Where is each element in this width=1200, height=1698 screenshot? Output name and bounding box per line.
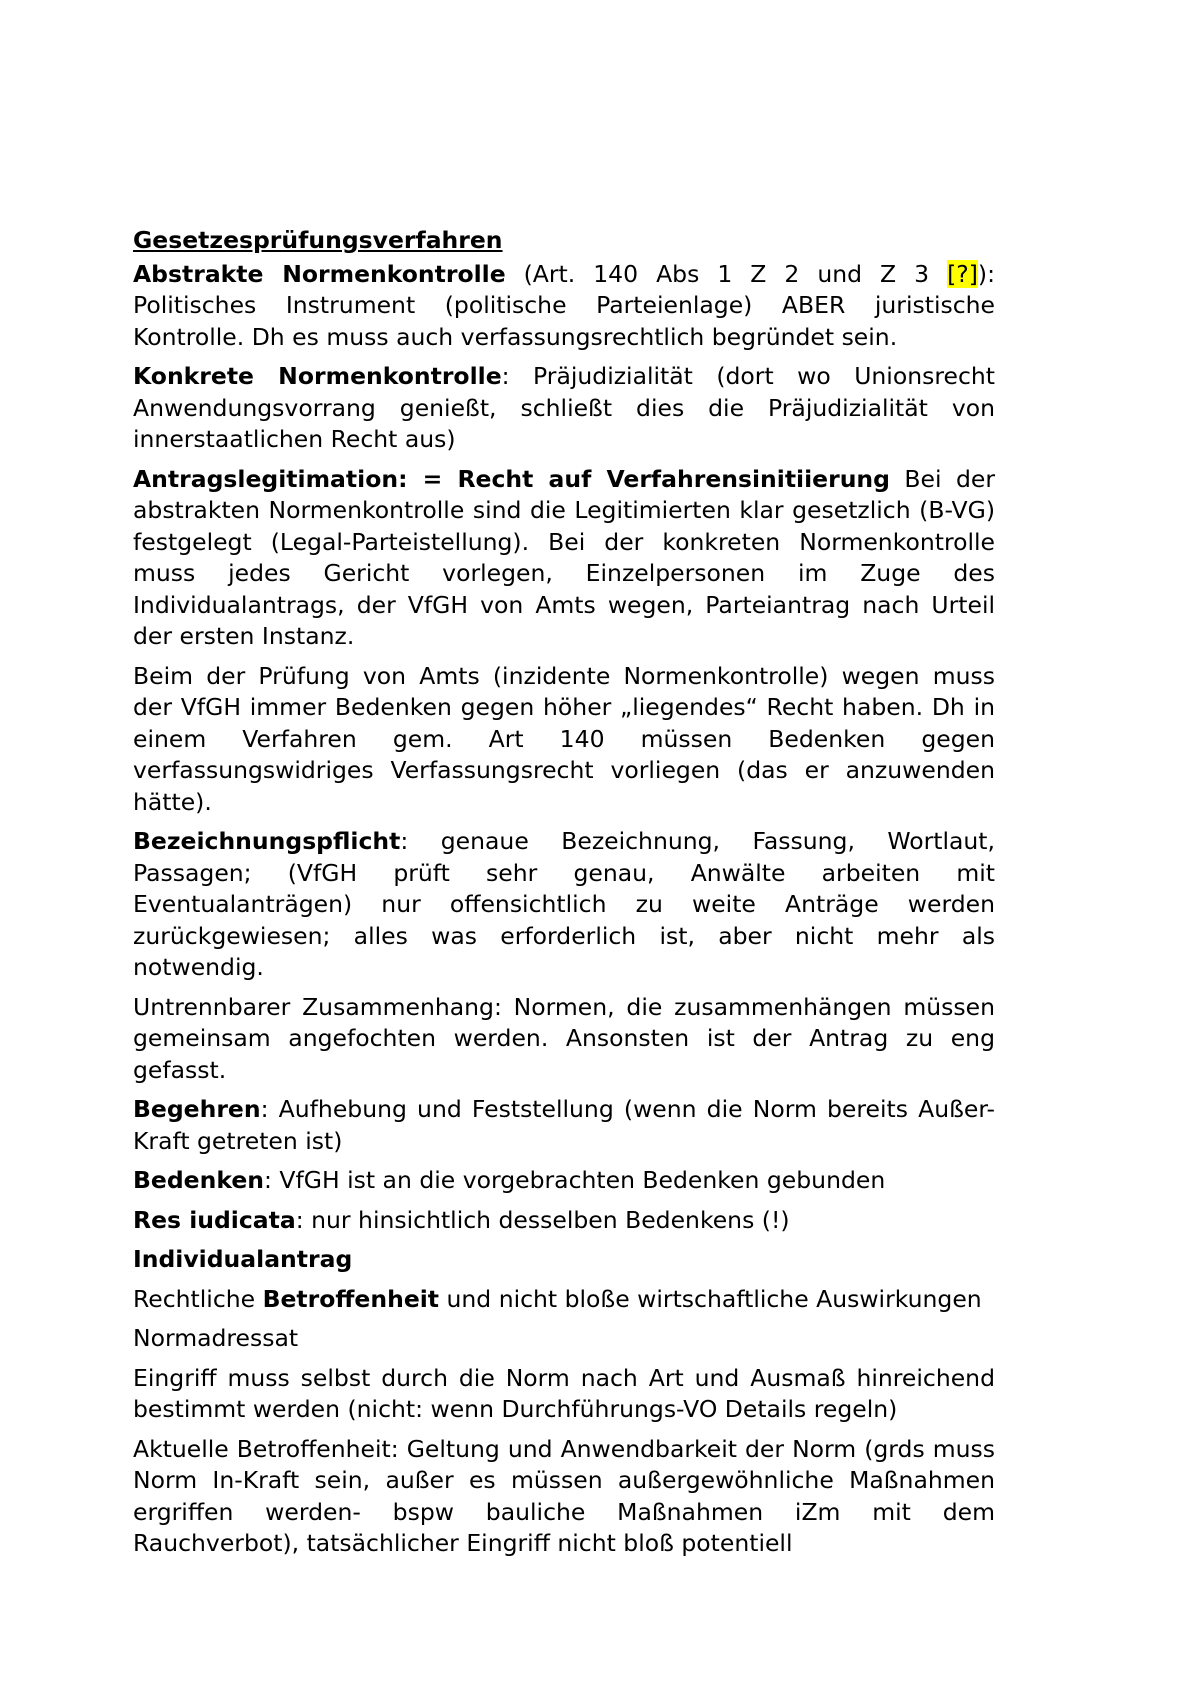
term-bedenken: Bedenken	[133, 1166, 265, 1194]
term-konkrete-normenkontrolle: Konkrete Normenkontrolle	[133, 362, 502, 390]
paragraph-untrennbarer-zusammenhang: Untrennbarer Zusammenhang: Normen, die zusammenhängen müssen gemeinsam angefochten werden. Ansonsten ist der Antrag zu eng gefasst.	[133, 992, 995, 1084]
paragraph-aktuelle-betroffenheit: Aktuelle Betroffenheit: Geltung und Anwendbarkeit der Norm (grds muss Norm In-Kraft sein, außer es müssen außergewöhnliche Maßnahmen ergriffen werden- bspw bauliche Maßnahmen iZm mit dem Rauchverbot), tatsächlicher Eingriff nicht bloß potentiell	[133, 1434, 995, 1557]
term-abstrakte-normenkontrolle: Abstrakte Normenkontrolle	[133, 259, 506, 288]
paragraph-text: Bei der abstrakten Normenkontrolle sind die Legitimierten klar gesetzlich (B-VG) festgelegt (Legal-Parteistellung). Bei der konkreten Normenkontrolle muss jedes Gericht vorlegen, Einzelpersonen im Zuge des Individualantrags, der VfGH von Amts wegen, Parteiantrag nach Urteil der ersten Instanz.	[133, 464, 996, 650]
paragraph-text: ): Politisches Instrument (politische Parteienlage) ABER juristische Kontrolle. Dh es muss auch verfassungsrechtlich begründet sein.	[133, 259, 995, 351]
paragraph-res-iudicata	[133, 1205, 995, 1237]
section-heading-individualantrag: Individualantrag	[133, 1245, 353, 1273]
paragraph-text: : genaue Bezeichnung, Fassung, Wortlaut, Passagen; (VfGH prüft sehr genau, Anwälte arbeiten mit Eventualanträgen) nur offensichtlich zu weite Anträge werden zurückgewiesen; alles was erforderlich ist, aber nicht mehr als notwendig.	[133, 827, 995, 981]
paragraph-text: : Präjudizialität (dort wo Unionsrecht Anwendungsvorrang genießt, schließt dies die Präjudizialität von innerstaatlichen Recht aus)	[133, 362, 995, 453]
paragraph-antragslegitimation	[133, 464, 995, 653]
paragraph-text: : nur hinsichtlich desselben Bedenkens (!)	[295, 1205, 790, 1234]
paragraph-konkrete-normenkontrolle	[133, 361, 995, 456]
paragraph-begehren	[133, 1094, 995, 1157]
paragraph-eingriff: Eingriff muss selbst durch die Norm nach Art und Ausmaß hinreichend bestimmt werden (nicht: wenn Durchführungs-VO Details regeln)	[133, 1363, 995, 1423]
term-bezeichnungspflicht: Bezeichnungspflicht	[133, 827, 401, 855]
paragraph-abstrakte-normenkontrolle	[133, 259, 995, 354]
paragraph-text: Rechtliche	[133, 1284, 263, 1313]
paragraph-pruefung-von-amts-wegen: Beim der Prüfung von Amts (inzidente Normenkontrolle) wegen muss der VfGH immer Bedenken gegen höher „liegendes“ Recht haben. Dh in einem Verfahren gem. Art 140 müssen Bedenken gegen verfassungswidriges Verfassungsrecht vorliegen (das er anzuwenden hätte).	[133, 661, 995, 816]
paragraph-text: (Art. 140 Abs 1 Z 2 und Z 3	[505, 259, 948, 288]
term-antragslegitimation: Antragslegitimation: = Recht auf Verfahrensinitiierung	[133, 464, 890, 493]
paragraph-bezeichnungspflicht	[133, 826, 995, 984]
paragraph-rechtliche-betroffenheit	[133, 1284, 995, 1316]
paragraph-text: : Aufhebung und Feststellung (wenn die Norm bereits Außer-Kraft getreten ist)	[133, 1095, 995, 1155]
paragraph-bedenken	[133, 1165, 995, 1197]
document-title: Gesetzesprüfungsverfahren	[133, 226, 503, 254]
term-res-iudicata: Res iudicata	[133, 1205, 296, 1234]
term-begehren: Begehren	[133, 1095, 261, 1123]
paragraph-normadressat: Normadressat	[133, 1324, 299, 1352]
paragraph-text: und nicht bloße wirtschaftliche Auswirkungen	[439, 1284, 982, 1313]
highlighted-comment-marker: [?]	[947, 259, 978, 288]
document-page	[133, 225, 995, 1568]
paragraph-text: : VfGH ist an die vorgebrachten Bedenken gebunden	[264, 1166, 886, 1194]
term-betroffenheit: Betroffenheit	[262, 1284, 440, 1313]
